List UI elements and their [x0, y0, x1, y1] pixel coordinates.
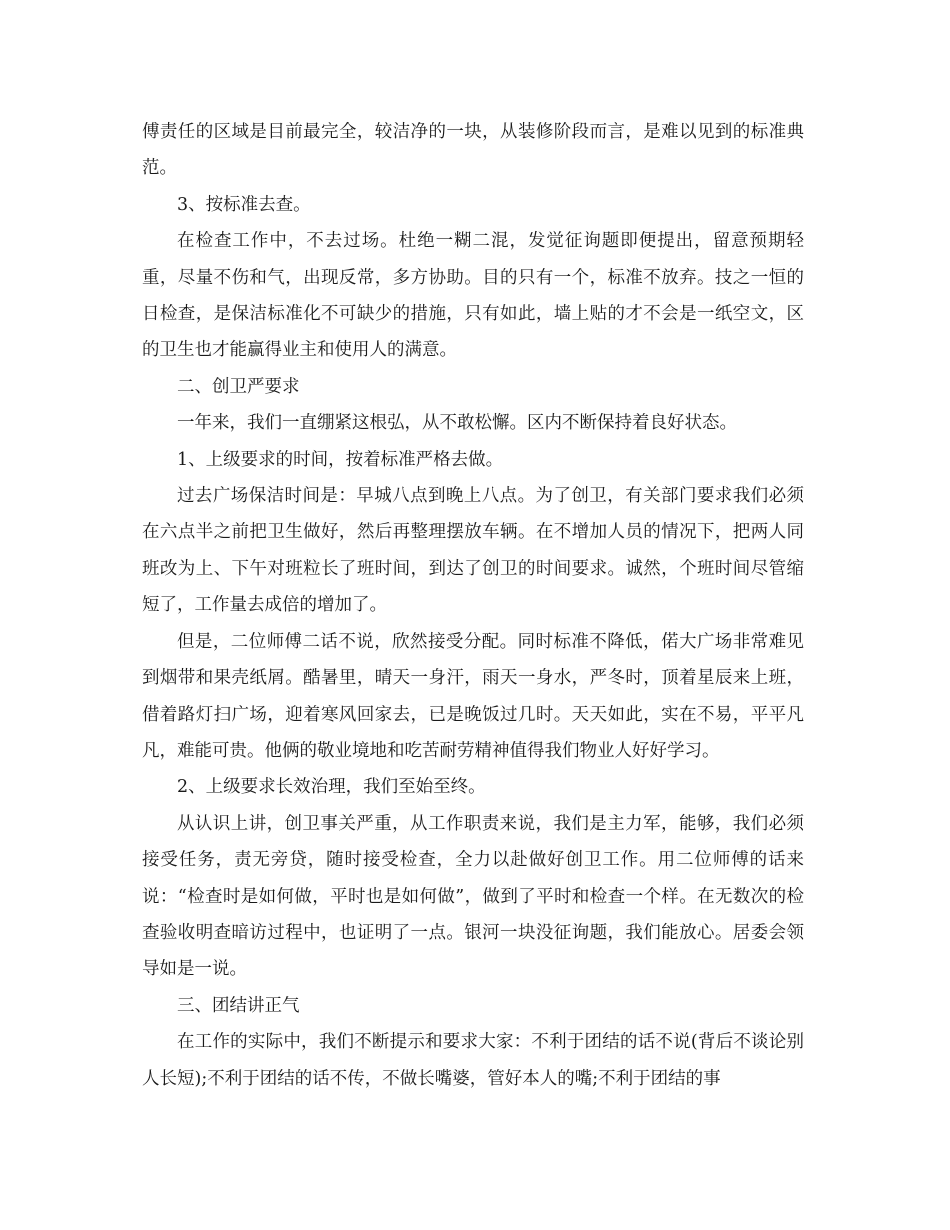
paragraph-year-summary: 一年来，我们一直绷紧这根弘，从不敢松懈。区内不断保持着良好状态。: [177, 413, 737, 434]
paragraph-square-cleaning: 过去广场保洁时间是：早城八点到晚上八点。为了创卫，有关部门要求我们必须在六点半之前把卫生做好，然后再整理摆放车辆。在不增加人员的情况下，把两人同班改为上、下午对班粒长了班时间，到达了创卫的时间要求。诚然，个班时间尽管缩短了，工作量去成倍的增加了。: [142, 486, 804, 616]
section-heading-sanitation: 二、创卫严要求: [177, 376, 300, 397]
document-body: [142, 114, 804, 1097]
paragraph-responsibility: 从认识上讲，创卫事关严重，从工作职责来说，我们是主力军，能够，我们必须接受任务，责无旁贷，随时接受检查，全力以赴做好创卫工作。用二位师傅的话来说：“检查时是如何做，平时也是如何做”，做到了平时和检查一个样。在无数次的检查验收明查暗访过程中，也证明了一点。银河一块没征询题，我们能放心。居委会领导如是一说。: [142, 813, 804, 980]
section-heading-unity: 三、团结讲正气: [177, 995, 300, 1016]
subheading-check-by-standard: 3、按标准去查。: [177, 194, 311, 215]
paragraph-inspection: 在检查工作中，不去过场。杜绝一糊二混，发觉征询题即便提出，留意预期轻重，尽量不伤和气，出现反常，多方协助。目的只有一个，标准不放弃。技之一恒的日检查，是保洁标准化不可缺少的措施，只有如此，墙上贴的才不会是一纸空文，区的卫生也才能赢得业主和使用人的满意。: [142, 231, 804, 361]
paragraph-unity-practice: 在工作的实际中，我们不断提示和要求大家：不利于团结的话不说(背后不谈论别人长短);不利于团结的话不传，不做长嘴婆，管好本人的嘴;不利于团结的事: [142, 1032, 804, 1089]
subheading-long-term: 2、上级要求长效治理，我们至始至终。: [177, 777, 486, 798]
paragraph-continuation: 傅责任的区域是目前最完全，较洁净的一块，从装修阶段而言，是难以见到的标准典范。: [142, 122, 804, 179]
subheading-required-time: 1、上级要求的时间，按着标准严格去做。: [177, 449, 504, 470]
paragraph-two-masters: 但是，二位师傅二话不说，欣然接受分配。同时标准不降低，偌大广场非常难见到烟带和果壳纸屑。酷暑里，晴天一身汗，雨天一身水，严冬时，顶着星辰来上班，借着路灯扫广场，迎着寒风回家去，已是晚饭过几时。天天如此，实在不易，平平凡凡，难能可贵。他俩的敬业境地和吃苦耐劳精神值得我们物业人好好学习。: [142, 631, 804, 761]
